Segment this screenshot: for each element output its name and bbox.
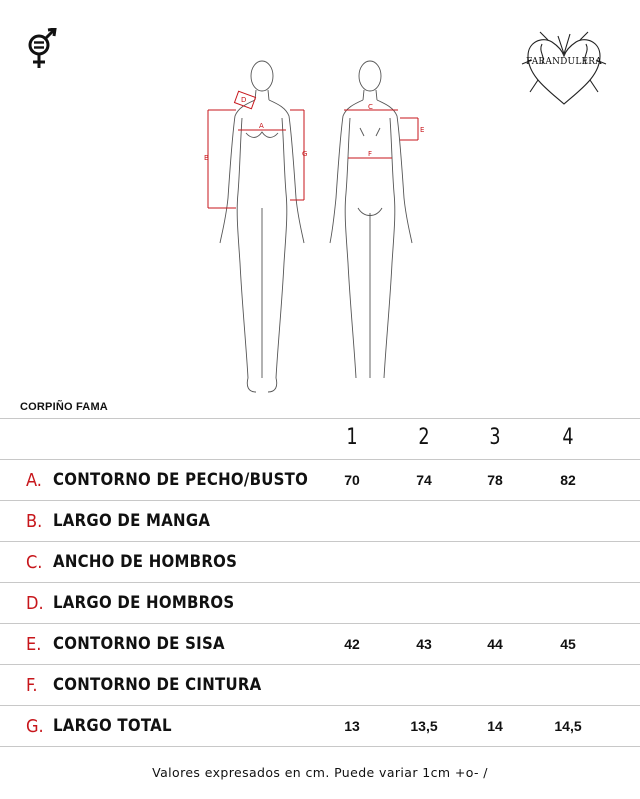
label-f: F	[368, 150, 373, 158]
size-value: 82	[560, 472, 576, 488]
size-value: 70	[344, 472, 360, 488]
size-value: 78	[487, 472, 503, 488]
size-value: 13,5	[410, 718, 438, 734]
size-header: 3	[489, 425, 501, 450]
size-value: 43	[416, 636, 432, 652]
label-b: B	[204, 154, 209, 162]
measure-label: LARGO DE MANGA	[53, 511, 211, 531]
size-header: 4	[562, 425, 574, 450]
size-header-row	[0, 418, 640, 459]
size-value: 14,5	[554, 718, 582, 734]
label-d: D	[241, 96, 247, 104]
label-c: C	[368, 103, 373, 111]
table-row	[0, 664, 640, 705]
measure-letter: B.	[26, 511, 43, 532]
measure-label: CONTORNO DE CINTURA	[53, 675, 262, 695]
measure-letter: C.	[26, 552, 43, 573]
measure-label: CONTORNO DE SISA	[53, 634, 225, 654]
measure-letter: A.	[26, 470, 42, 491]
table-row	[0, 582, 640, 623]
brand-logo	[518, 30, 610, 108]
back-body-diagram	[318, 58, 438, 398]
size-table	[0, 418, 640, 747]
table-row	[0, 623, 640, 664]
size-value: 14	[487, 718, 503, 734]
measure-label: ANCHO DE HOMBROS	[53, 552, 238, 572]
measure-letter: G.	[26, 716, 44, 737]
size-value: 45	[560, 636, 576, 652]
size-header: 2	[418, 425, 430, 450]
brand-logo-text: FARANDULERA	[526, 57, 602, 67]
unisex-gender-icon	[24, 28, 60, 70]
label-g: G	[302, 150, 308, 158]
measure-letter: F.	[26, 675, 38, 696]
size-value: 42	[344, 636, 360, 652]
label-e: E	[420, 126, 425, 134]
footer-note: Valores expresados en cm. Puede variar 1cm +o- /	[152, 765, 488, 780]
table-row	[0, 500, 640, 541]
product-title: CORPIÑO FAMA	[20, 401, 108, 413]
table-row	[0, 705, 640, 747]
measure-label: CONTORNO DE PECHO/BUSTO	[53, 470, 309, 490]
measure-letter: E.	[26, 634, 42, 655]
table-row	[0, 459, 640, 500]
measure-letter: D.	[26, 593, 44, 614]
label-a: A	[259, 122, 264, 130]
size-value: 13	[344, 718, 360, 734]
front-body-diagram	[190, 58, 320, 398]
size-value: 74	[416, 472, 432, 488]
table-row	[0, 541, 640, 582]
measure-label: LARGO DE HOMBROS	[53, 593, 235, 613]
measure-label: LARGO TOTAL	[53, 716, 172, 736]
size-header: 1	[346, 425, 358, 450]
size-value: 44	[487, 636, 503, 652]
